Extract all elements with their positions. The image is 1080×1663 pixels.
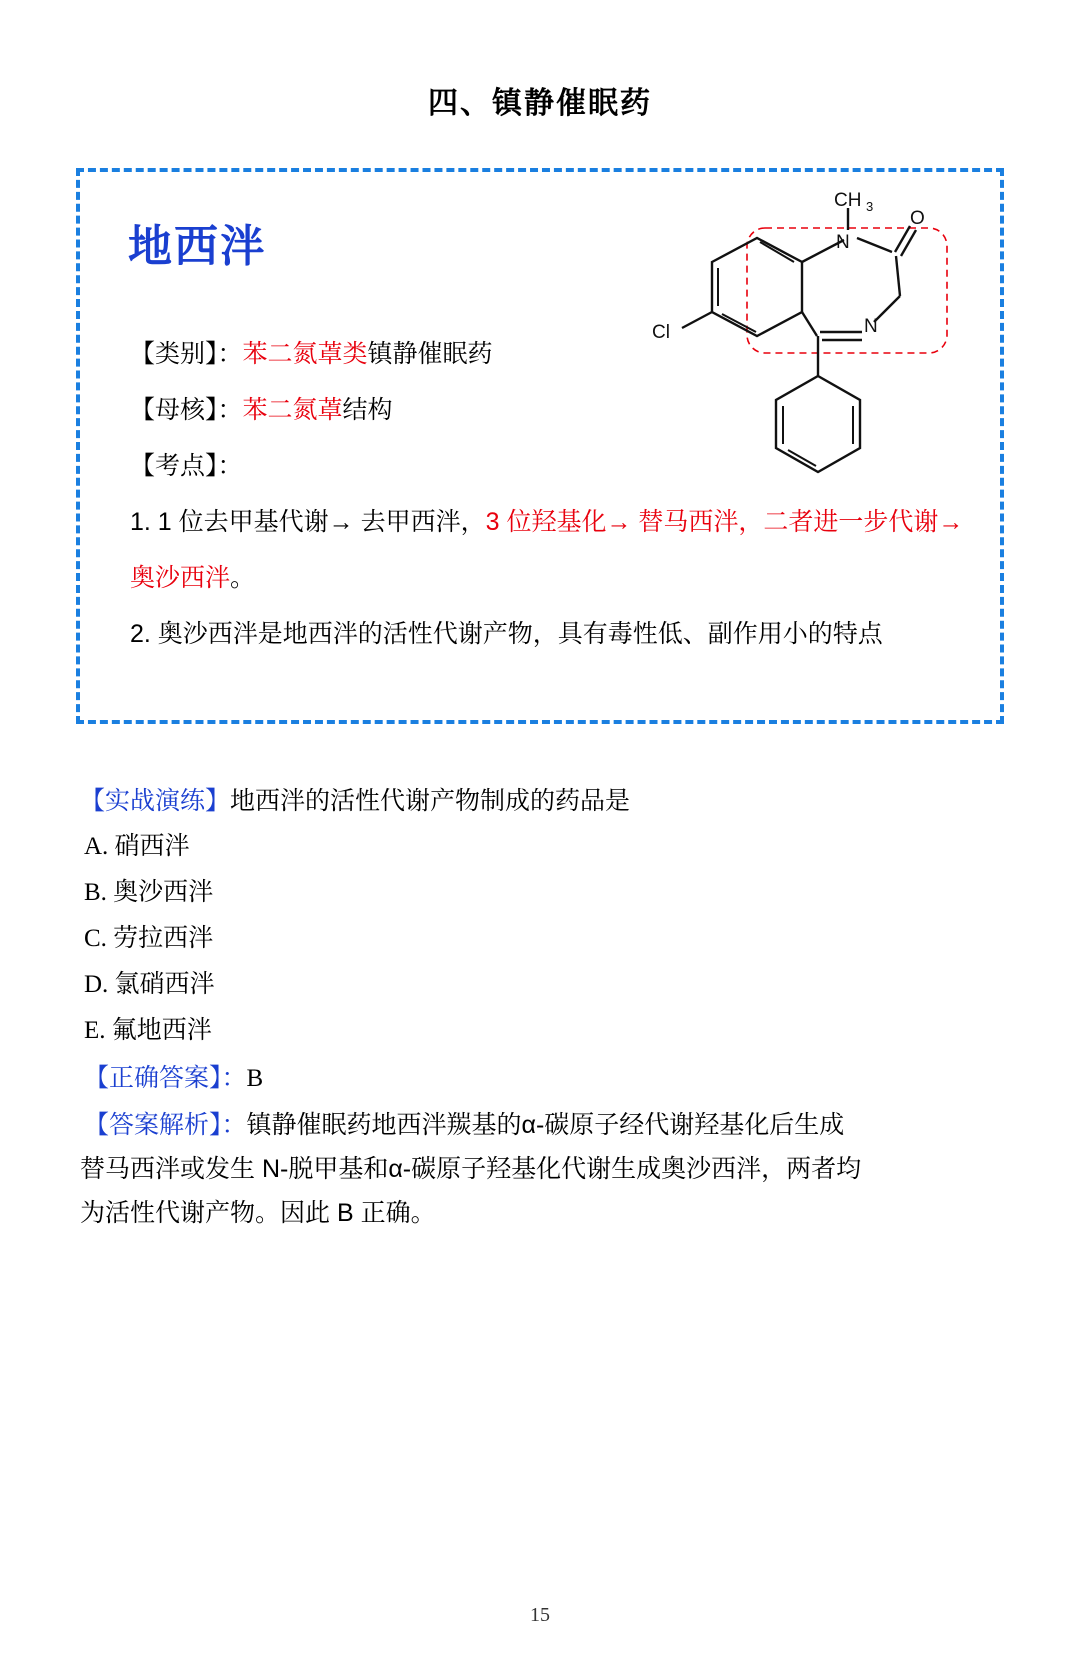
core-rest: 结构 xyxy=(342,396,393,424)
explanation-row xyxy=(84,1103,1000,1147)
keypoint-1-part-d: 。 xyxy=(230,564,256,592)
correct-answer-row xyxy=(84,1054,1000,1103)
keypoint-1-part-a: 1. 1 位去甲基代谢→ 去甲西泮， xyxy=(130,508,486,536)
explanation-text-3: 为活性代谢产物。因此 B 正确。 xyxy=(80,1199,436,1227)
keypoint-2: 2. 奥沙西泮是地西泮的活性代谢产物，具有毒性低、副作用小的特点 xyxy=(130,620,883,648)
practice-question-row xyxy=(80,778,1000,824)
category-highlight: 苯二氮䓬类 xyxy=(242,340,368,368)
label-o: O xyxy=(910,208,925,229)
explanation-text-2: 替马西泮或发生 N‑脱甲基和α‑碳原子羟基化代谢生成奥沙西泮，两者均 xyxy=(80,1155,862,1183)
category-label: 【类别】： xyxy=(130,340,243,368)
option-c[interactable]: C. 劳拉西泮 xyxy=(84,925,214,952)
keypoint-label: 【考点】： xyxy=(130,452,243,480)
correct-answer-value: B xyxy=(246,1065,264,1092)
practice-tag: 【实战演练】 xyxy=(80,787,231,815)
chemical-structure-diagram xyxy=(652,190,982,510)
drug-card xyxy=(76,168,1004,724)
practice-section xyxy=(80,778,1000,1235)
keypoint-1 xyxy=(130,494,970,606)
label-n1: N xyxy=(836,232,850,253)
label-cl: Cl xyxy=(652,322,670,343)
label-n4: N xyxy=(864,316,878,337)
label-ch3: CH xyxy=(834,190,862,211)
page-number: 15 xyxy=(530,1604,550,1626)
option-d[interactable]: D. 氯硝西泮 xyxy=(84,971,215,998)
svg-text:3: 3 xyxy=(866,199,874,214)
keypoint-1-part-c: 代谢→奥沙西泮 xyxy=(130,508,964,592)
core-label: 【母核】： xyxy=(130,396,243,424)
drug-name: 地西泮 xyxy=(128,222,266,271)
keypoint-1-part-b: 3 位羟基化→ 替马西泮，二者进一步 xyxy=(485,508,889,536)
correct-answer-label: 【正确答案】： xyxy=(84,1064,247,1092)
core-highlight: 苯二氮䓬 xyxy=(242,396,343,424)
explanation-label: 【答案解析】： xyxy=(84,1111,247,1139)
explanation-text-1: 镇静催眠药地西泮羰基的α‑碳原子经代谢羟基化后生成 xyxy=(246,1111,845,1139)
document-page xyxy=(0,78,1080,1663)
practice-question: 地西泮的活性代谢产物制成的药品是 xyxy=(230,787,631,815)
option-a[interactable]: A. 硝西泮 xyxy=(84,833,190,860)
option-e[interactable]: E. 氟地西泮 xyxy=(84,1017,212,1044)
page-title: 四、镇静催眠药 xyxy=(428,87,652,120)
option-b[interactable]: B. 奥沙西泮 xyxy=(84,879,214,906)
category-rest: 镇静催眠药 xyxy=(367,340,493,368)
